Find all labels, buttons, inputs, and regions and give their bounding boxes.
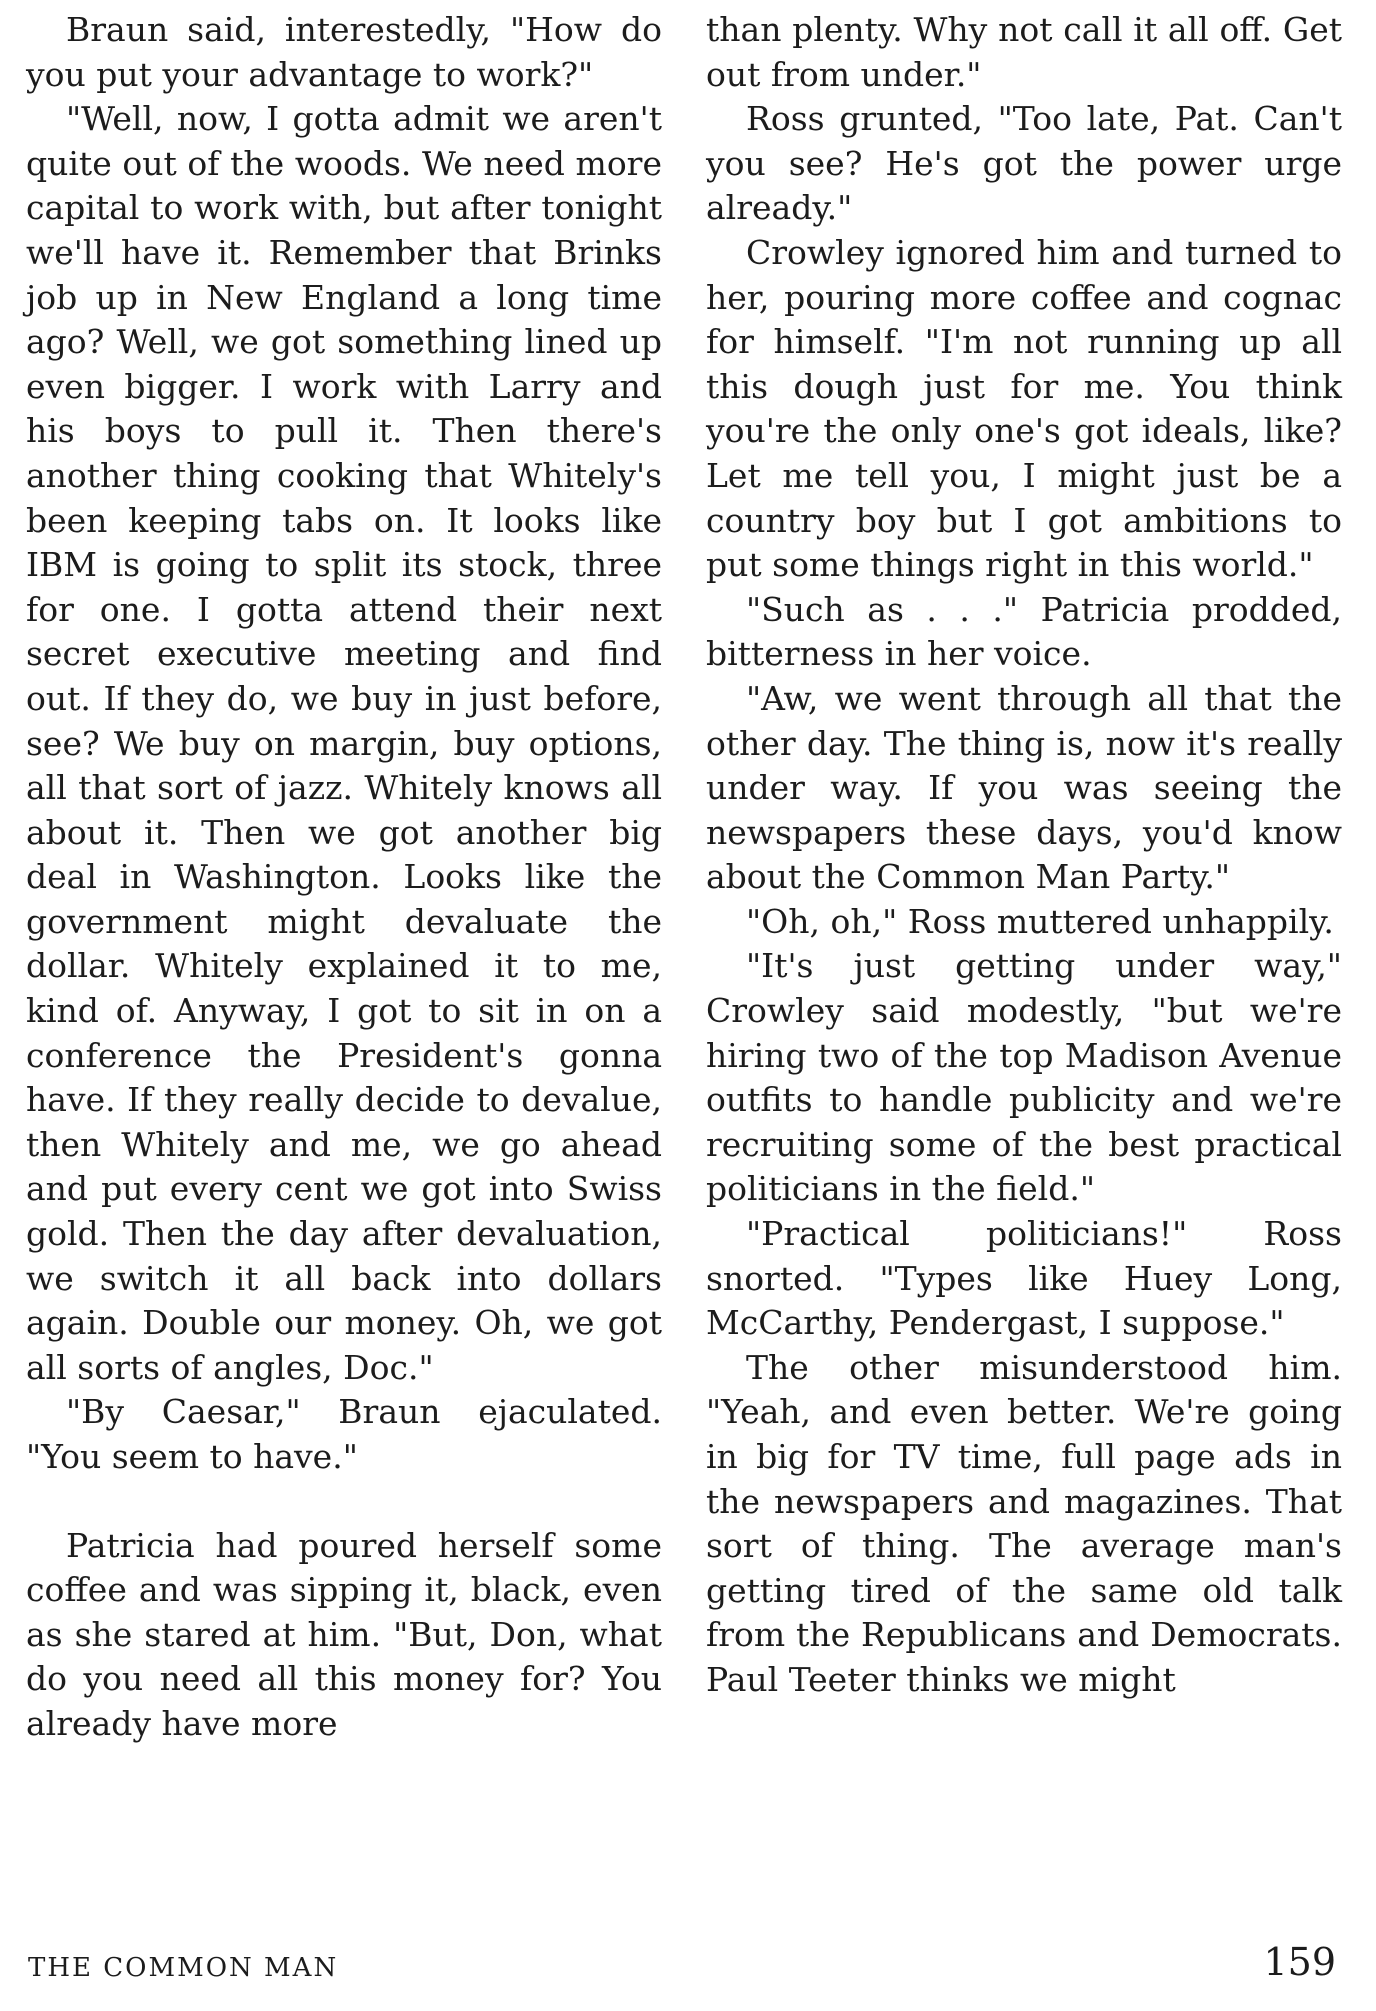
paragraph: Ross grunted, "Too late, Pat. Can't you see? He's got the power urge already." bbox=[706, 99, 1342, 228]
paragraph: Crowley ignored him and turned to her, pouring more coffee and cognac for himself. "I'm not running up all this dough just for me. You think you're the only one's got ideals, like? Let me tell you, I might just be a country boy but I got ambitions to put some things right in this world." bbox=[706, 232, 1342, 585]
paragraph: "Such as . . ." Patricia prodded, bitterness in her voice. bbox=[706, 589, 1342, 674]
paragraph: than plenty. Why not call it all off. Get out from under." bbox=[706, 10, 1342, 94]
paragraph: "By Caesar," Braun ejaculated. "You seem to have." bbox=[26, 1392, 662, 1476]
paragraph: The other misunderstood him. "Yeah, and even better. We're going in big for TV time, full page ads in the newspapers and magazines. That sort of thing. The average man's getting tired of the same old talk from the Republicans and Democrats. Paul Teeter thinks we might bbox=[706, 1347, 1342, 1699]
paragraph: "Oh, oh," Ross muttered unhappily. bbox=[746, 901, 1334, 941]
right-column bbox=[706, 8, 1342, 1703]
paragraph: "Well, now, I gotta admit we aren't quite out of the woods. We need more capital to work with, but after tonight we'll have it. Remember that Brinks job up in New England a long time ago? Well, we got something lined up even bigger. I work with Larry and his boys to pull it. Then there's another thing cooking that Whitely's been keeping tabs on. It looks like IBM is going to split its stock, three for one. I gotta attend their next secret executive meeting and find out. If they do, we buy in just before, see? We buy on margin, buy options, all that sort of jazz. Whitely knows all about it. Then we got another big deal in Washington. Looks like the government might devaluate the dollar. Whitely explained it to me, kind of. Anyway, I got to sit in on a conference the President's gonna have. If they really decide to devalue, then Whitely and me, we go ahead and put every cent we got into Swiss gold. Then the day after devaluation, we switch it all back into dollars again. Double our money. Oh, we got all sorts of angles, Doc." bbox=[26, 99, 662, 1387]
paragraph: "Practical politicians!" Ross snorted. "Types like Huey Long, McCarthy, Pendergast, I suppose." bbox=[706, 1214, 1342, 1343]
page-number: 159 bbox=[1263, 1940, 1336, 1984]
running-footer-title: THE COMMON MAN bbox=[28, 1953, 339, 1983]
paragraph: "Aw, we went through all that the other day. The thing is, now it's really under way. If you was seeing the newspapers these days, you'd know about the Common Man Party." bbox=[706, 678, 1342, 897]
paragraph: "It's just getting under way," Crowley said modestly, "but we're hiring two of the top Madison Avenue outfits to handle publicity and we're recruiting some of the best practical politicians in the field." bbox=[706, 946, 1342, 1209]
paragraph: Braun said, interestedly, "How do you put your advantage to work?" bbox=[26, 10, 662, 94]
paragraph: Patricia had poured herself some coffee and was sipping it, black, even as she stared at him. "But, Don, what do you need all this money for? You already have more bbox=[26, 1525, 662, 1743]
left-column bbox=[26, 8, 662, 1747]
